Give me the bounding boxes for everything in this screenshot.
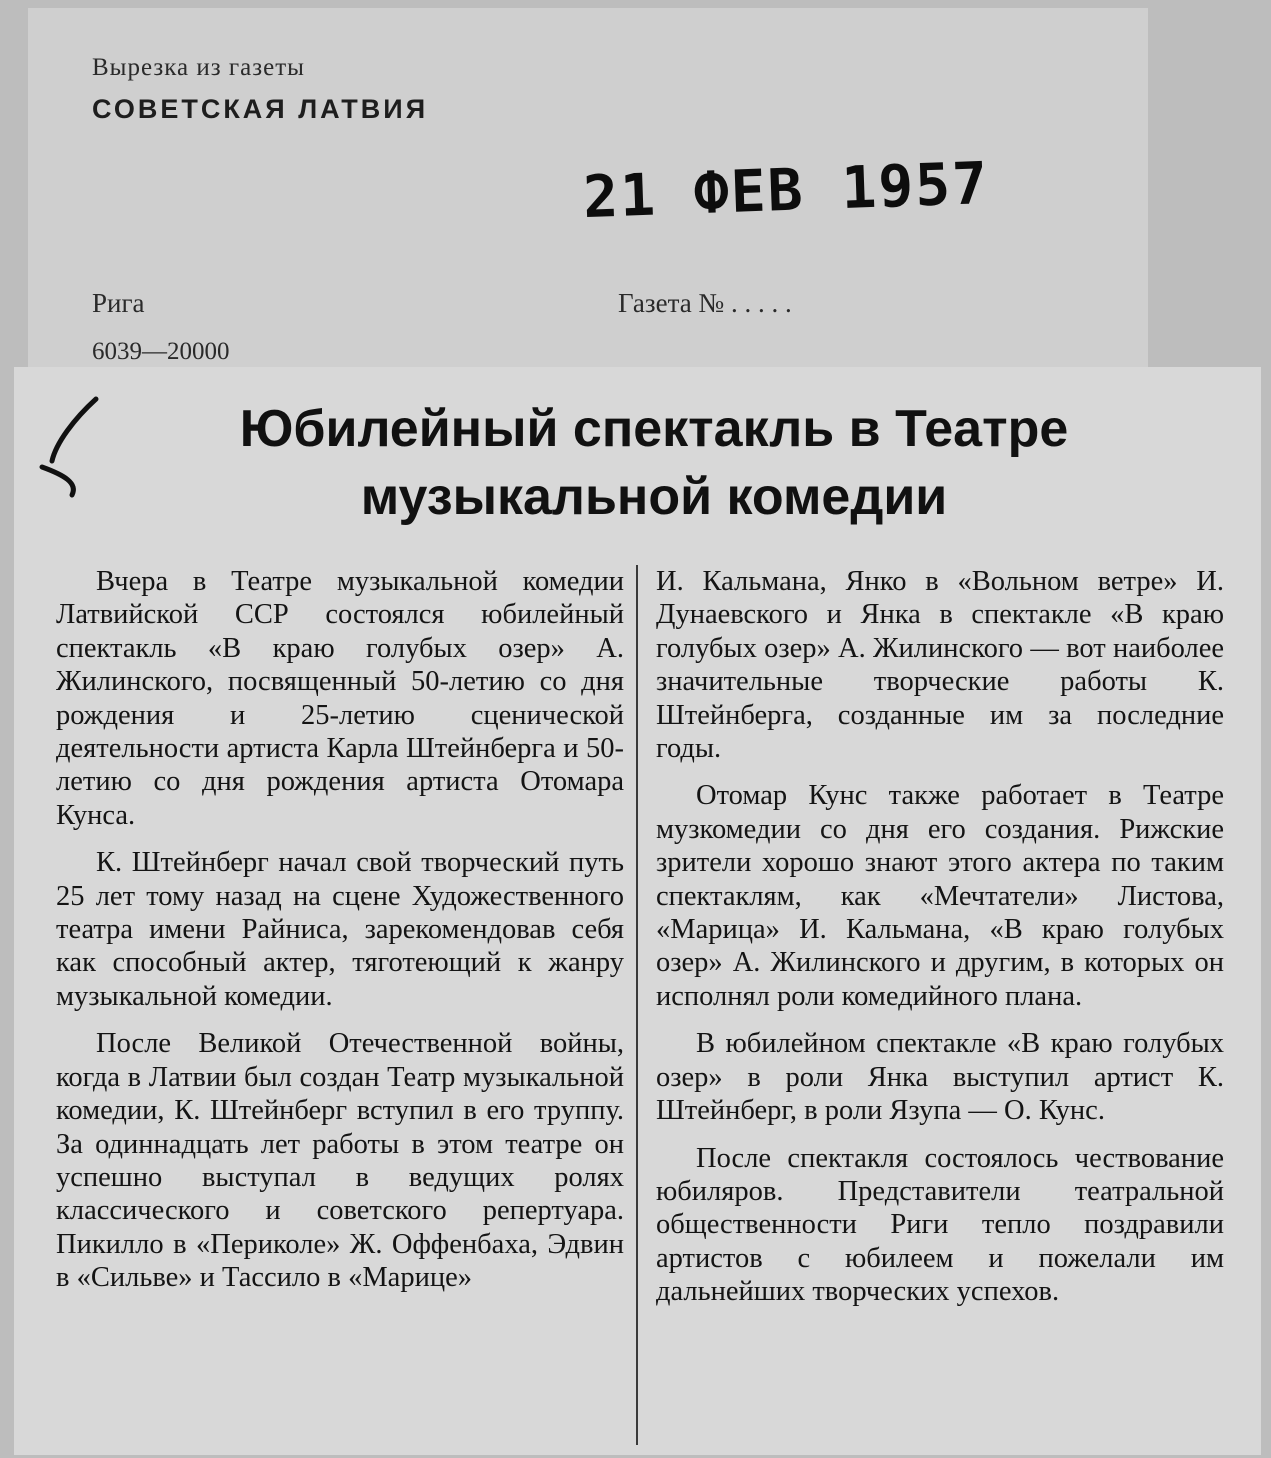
newspaper-name: СОВЕТСКАЯ ЛАТВИЯ	[92, 94, 429, 124]
article-clipping	[14, 367, 1261, 1455]
print-code: 6039—20000	[92, 338, 230, 365]
paragraph: Отомар Кунс также работает в Театре музкомедии со дня его создания. Рижские зрители хорошо знают этого актера по таким спектаклям, как «Мечтатели» Листова, «Марица» И. Кальмана, «В краю голубых озер» А. Жилинского и другим, в которых он исполнял роли комедийного плана.	[656, 780, 1224, 1012]
paragraph: После Великой Отечественной войны, когда в Латвии был создан Театр музыкальной комедии, К. Штейнберг вступил в его труппу. За одиннадцать лет работы в этом театре он успешно выступал в ведущих ролях классического и советского репертуара. Пикилло в «Периколе» Ж. Оффенбаха, Эдвин в «Сильве» и Тассило в «Марице»	[56, 1028, 624, 1294]
headline-line-2: музыкальной комедии	[360, 468, 948, 526]
paragraph: После спектакля состоялось чествование юбиляров. Представители театральной общественности Риги тепло поздравили артистов с юбилеем и пожелали им дальнейших творческих успехов.	[656, 1142, 1224, 1308]
headline-line-1: Юбилейный спектакль в Театре	[239, 400, 1069, 458]
article-headline	[134, 395, 1174, 531]
paragraph: Вчера в Театре музыкальной комедии Латвийской ССР состоялся юбилейный спектакль «В краю голубых озер» А. Жилинского, посвященный 50-летию со дня рождения и 25-летию сценической деятельности артиста Карла Штейнберга и 50-летию со дня рождения артиста Отомара Кунса.	[56, 566, 624, 831]
city-label: Рига	[92, 288, 145, 318]
newspaper-number-label: Газета № . . . . .	[618, 288, 792, 318]
paragraph: К. Штейнберг начал свой творческий путь 25 лет тому назад на сцене Художественного театра имени Райниса, зарекомендовав себя как способный актер, тяготеющий к жанру музыкальной комедии.	[56, 847, 624, 1012]
date-stamp: 21 ФЕВ 1957	[581, 148, 991, 232]
paragraph: В юбилейном спектакле «В краю голубых озер» в роли Янка выступил артист К. Штейнберг, в роли Язупа — О. Кунс.	[656, 1028, 1224, 1127]
article-column-right	[656, 565, 1224, 1323]
column-divider	[636, 565, 638, 1445]
clipping-label: Вырезка из газеты	[92, 54, 305, 81]
pen-mark-icon	[34, 391, 124, 501]
article-column-left	[56, 565, 624, 1309]
paragraph: И. Кальмана, Янко в «Вольном ветре» И. Дунаевского и Янка в спектакле «В краю голубых озер» А. Жилинского — вот наиболее значительные творческие работы К. Штейнберга, созданные им за последние годы.	[656, 566, 1224, 765]
clipping-header-slip	[28, 8, 1148, 380]
